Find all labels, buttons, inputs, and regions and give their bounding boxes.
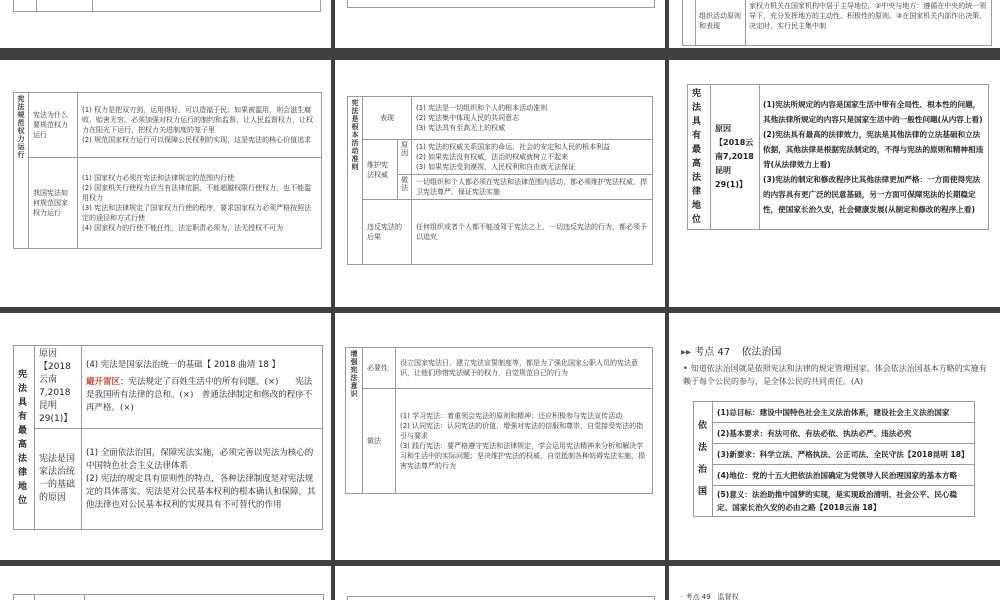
reason-label: 原因【2018云南7,2018昆明29(1)】 bbox=[35, 346, 82, 429]
item-4: (4) 宪法是国家法治统一的基础【 2018 曲靖 18 】 bbox=[86, 360, 280, 370]
slide-constitution-awareness[interactable] bbox=[335, 313, 665, 560]
row-content: (1) 宪法的权威关系国家的命运、社会的安定和人民的根本利益 (2) 如果宪法没有权威，法治的权威就树立不起来 (3) 如果宪法受到漠视，人民权利和自由就无法保证 bbox=[412, 140, 653, 175]
slide-partial-top-left[interactable] bbox=[0, 0, 331, 48]
slide-supreme-status-cont[interactable] bbox=[0, 313, 331, 560]
answer-line: (1) 国家权力必须在宪法和法律规定的范围内行使 bbox=[82, 174, 235, 182]
reason-label: 原因【2018云南7,2018昆明29(1)】 bbox=[711, 85, 760, 230]
slide-partial-top-middle[interactable] bbox=[335, 0, 665, 48]
table-fragment bbox=[347, 0, 655, 8]
row-content: 设立国家宪法日、建立宪法宣誓制度等，都是为了强化国家公职人员的宪法意识，让他们珍惜宪法赋予的权力，自觉规范自己的行为 bbox=[396, 348, 653, 389]
sub-label: 做法 bbox=[398, 175, 412, 200]
answer-line: (4) 国家权力的行使不能任性，法定职责必须为，法无授权不可为 bbox=[82, 224, 284, 232]
row-content: (1) 宪法是一切组织和个人的根本活动准则 (2) 宪法集中体现人民的共同意志 (3) 宪法具有至高无上的权威 bbox=[412, 97, 653, 140]
table-title: 宪法规范权力运行 bbox=[14, 93, 29, 249]
table-fragment bbox=[13, 594, 324, 600]
table-fragment bbox=[13, 0, 321, 12]
norm-table bbox=[347, 96, 653, 265]
question-cell: 宪法为什么要规范权力运行 bbox=[29, 93, 78, 158]
slide-fundamental-norm[interactable] bbox=[335, 60, 665, 307]
table-side-label: 依法治国 bbox=[694, 402, 713, 517]
bullet-text: • 知道依法治国就是依照宪法和法律的规定管理国家。体会依法治国基本方略的实施有赖于每个公民的参与，是全体公民的共同责任。(A) bbox=[683, 364, 987, 386]
slide-supreme-status[interactable] bbox=[669, 60, 1000, 307]
heading-title: 依法治国 bbox=[741, 347, 782, 358]
law-item: (4)地位：党的十五大把依法治国确定为党领导人民治理国家的基本方略 bbox=[713, 465, 975, 486]
row-label: 违反宪法的后果 bbox=[363, 200, 412, 265]
row-label: 维护宪法权威 bbox=[363, 140, 398, 200]
trap-text: ：宪法规定了百姓生活中的所有问题。(×) 宪法是我国所有法律的总和。(×) 普通法律制定和修改的程序不再严格。(×) bbox=[86, 377, 313, 413]
heading-arrow-icon: ▸▸ bbox=[681, 347, 692, 358]
section-heading bbox=[681, 343, 781, 358]
reason-item: (2)宪法具有最高的法律效力，宪法是其他法律的立法基础和立法依据，其他法律是根据宪法制定的，不得与宪法的原则和精神相违背(从法律效力上看) bbox=[763, 130, 984, 169]
answer-line: (1) 权力是把双刃剑，运用得好，可以造福于民；如果被滥用，则会滋生腐败，贻害无穷。必须加强对权力运行的制约和监督，让人民监督权力，让权力在阳光下运行，把权力关进制度的笼子里 bbox=[82, 106, 313, 134]
answer-line: (2) 国家机关行使权力应当有法律依据，不能超越权限行使权力，也不能滥用权力 bbox=[82, 184, 312, 202]
status-table-cont bbox=[13, 345, 323, 530]
bullet-icon: • bbox=[683, 364, 688, 373]
rule-of-law-table bbox=[693, 401, 975, 517]
slide-partial-bottom-right[interactable] bbox=[669, 566, 1000, 600]
basis-label: 宪法是国家法治统一的基础的原因 bbox=[35, 429, 82, 530]
answer-line: (3) 宪法和法律规定了国家权力行使的程序，要求国家权力必须严格按照法定的途径和方式行使 bbox=[82, 204, 312, 222]
slide-partial-bottom-left[interactable] bbox=[0, 566, 331, 600]
trap-label: 避开雷区 bbox=[86, 377, 121, 387]
table-fragment bbox=[682, 0, 992, 46]
row-label: 必要性 bbox=[363, 348, 396, 389]
sub-label: 原因 bbox=[398, 140, 412, 175]
slide-rule-of-law[interactable] bbox=[669, 313, 1000, 560]
law-item: (3)新要求：科学立法、严格执法、公正司法、全民守法【2018昆明 18】 bbox=[713, 444, 975, 465]
answer-cell bbox=[78, 158, 322, 249]
table-title: 宪法是根本活动准则 bbox=[348, 97, 363, 265]
reason-content bbox=[82, 346, 323, 429]
law-item: (5)意义：法治助推中国梦的实现，是实现政治清明、社会公平、民心稳定、国家长治久安的必由之路【2018云南 18】 bbox=[713, 486, 975, 517]
reason-item: (1)宪法所规定的内容是国家生活中带有全局性、根本性的问题，其他法律所规定的内容只是国家生活中的一般性问题(从内容上看) bbox=[763, 100, 983, 124]
reason-items bbox=[760, 85, 989, 230]
table-title: 宪法具有最高法律地位 bbox=[14, 346, 35, 530]
row-content: 一切组织和个人都必须在宪法和法律范围内活动，都必须维护宪法权威，捍卫宪法尊严，保证宪法实施 bbox=[412, 175, 653, 200]
next-heading: · 考点 49 监督权 bbox=[681, 593, 739, 600]
slide-partial-top-right[interactable] bbox=[669, 0, 1000, 48]
table-title: 增强宪法意识 bbox=[346, 348, 363, 494]
heading-number: 考点 47 bbox=[694, 347, 731, 358]
row-label: 组织活动原则和表现 bbox=[699, 12, 741, 30]
law-item: (2)基本要求：有法可依、有法必依、执法必严、违法必究 bbox=[713, 423, 975, 444]
law-item: (1)总目标：建设中国特色社会主义法治体系，建设社会主义法治国家 bbox=[713, 402, 975, 423]
power-table bbox=[13, 92, 322, 249]
row-label: 做法 bbox=[363, 389, 396, 494]
row-label: 表现 bbox=[363, 97, 412, 140]
answer-cell bbox=[78, 93, 322, 158]
status-table bbox=[687, 84, 989, 230]
slide-power-regulation[interactable] bbox=[0, 60, 331, 307]
basis-content: (1) 全面依法治国，保障宪法实施，必须完善以宪法为核心的中国特色社会主义法律体系 (2) 宪法的规定具有原则性的特点，各种法律制度是对宪法规定的具体落实。宪法是对公民基本权利的根本确认和保障，其他法律也对公民基本权利的实现具有不可替代的作用 bbox=[82, 429, 323, 530]
table-fragment bbox=[347, 596, 655, 600]
awareness-table bbox=[345, 347, 653, 494]
row-content: 任何组织或者个人都不能凌驾于宪法之上，一切违反宪法的行为，都必须予以追究 bbox=[412, 200, 653, 265]
table-title: 宪法具有最高法律地位 bbox=[688, 85, 711, 230]
question-cell: 我国宪法如何规范国家权力运行 bbox=[29, 158, 78, 249]
row-content: (1) 学习宪法：着重领会宪法的原则和精神；还应积极参与宪法宣传活动 (2) 认同宪法：认同宪法的价值，增强对宪法的信服和尊崇，自觉接受宪法的指引与要求 (3) 践行宪法：要严格遵守宪法和法律规定，学会运用宪法精神来分析和解决学习和生活中的实际问题；坚决维护宪法的权威，自觉抵制各种妨碍宪法实施、损害宪法尊严的行为 bbox=[396, 389, 653, 494]
reason-item: (3)宪法的制定和修改程序比其他法律更加严格：一方面使得宪法的内容具有更广泛的民意基础，另一方面可保障宪法的长期稳定性，使国家长治久安，社会健康发展(从制定和修改的程序上看) bbox=[763, 175, 981, 214]
slide-partial-bottom-middle[interactable] bbox=[335, 566, 665, 600]
row-text: 家权力机关在国家机构中居于主导地位。②中央与地方：遵循在中央的统一领导下，充分发挥地方的主动性、积极性的原则。③在国家机关内部作出决策、决定时，实行民主集中制 bbox=[749, 2, 987, 30]
answer-line: (2) 规范国家权力运行可以保障公民权利的实现，这是宪法的核心价值追求 bbox=[82, 136, 312, 144]
